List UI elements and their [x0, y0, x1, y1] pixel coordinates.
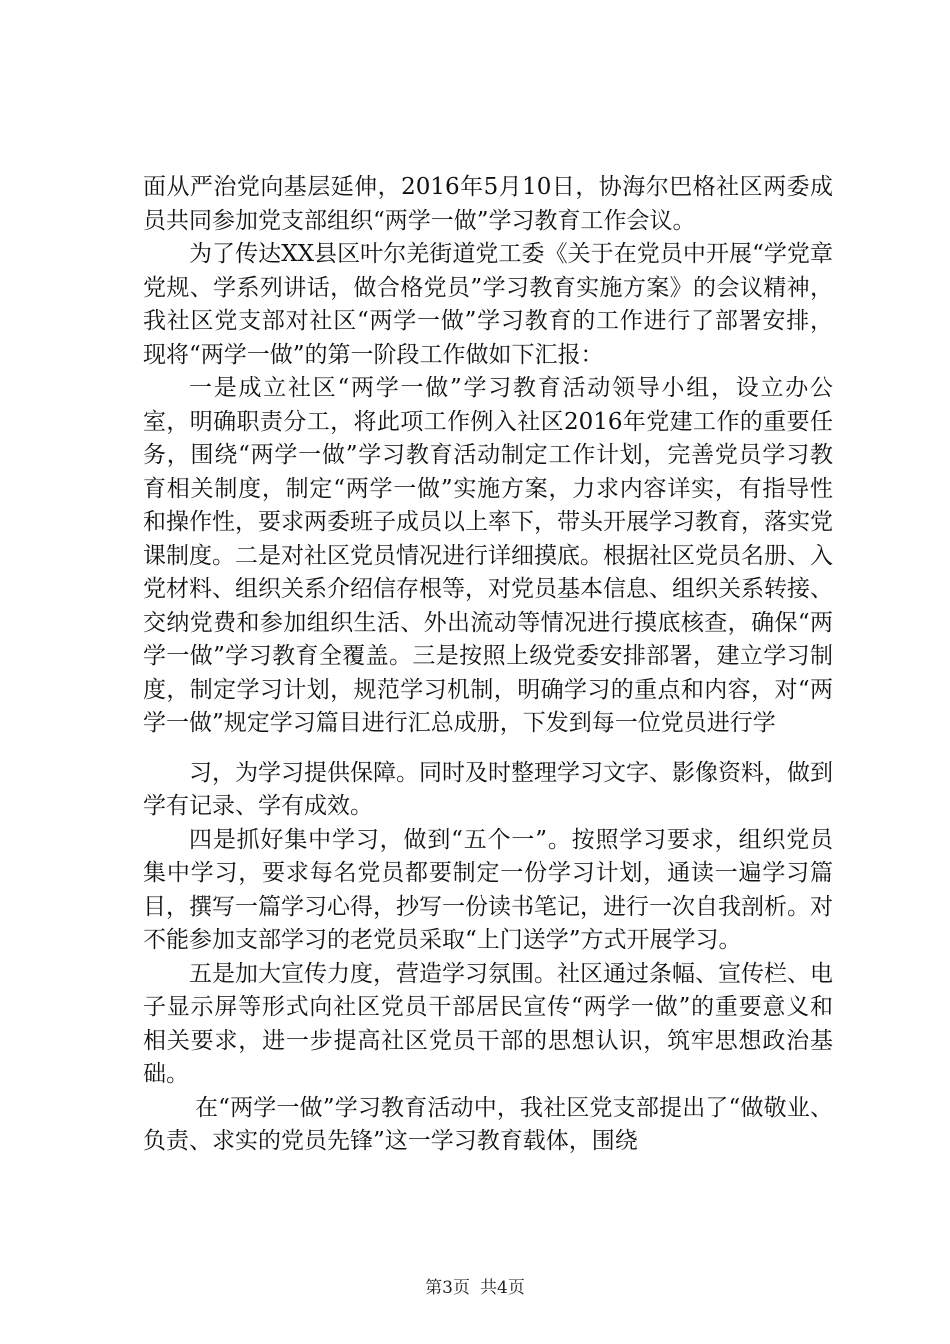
- paragraph-6: 五是加大宣传力度，营造学习氛围。社区通过条幅、宣传栏、电子显示屏等形式向社区党员干部居民宣传“两学一做”的重要意义和相关要求，进一步提高社区党员干部的思想认识，筑牢思想政治基础。: [143, 960, 833, 1087]
- page-footer: [0, 1273, 950, 1298]
- paragraph-gap: [143, 741, 833, 757]
- page-number: 第3页: [425, 1278, 470, 1298]
- paragraph-5: 四是抓好集中学习，做到“五个一”。按照学习要求，组织党员集中学习，要求每名党员都要制定一份学习计划，通读一遍学习篇目，撰写一篇学习心得，抄写一份读书笔记，进行一次自我剖析。对不能参加支部学习的老党员采取“上门送学”方式开展学习。: [143, 826, 833, 953]
- paragraph-7: 在“两学一做”学习教育活动中，我社区党支部提出了“做敬业、负责、求实的党员先锋”这一学习教育载体，围绕: [143, 1094, 833, 1154]
- paragraph-1: 面从严治党向基层延伸，2016年5月10日，协海尔巴格社区两委成员共同参加党支部组织“两学一做”学习教育工作会议。: [143, 174, 833, 234]
- paragraph-4: 习，为学习提供保障。同时及时整理学习文字、影像资料，做到学有记录、学有成效。: [143, 759, 833, 819]
- paragraph-2: 为了传达XX县区叶尔羌街道党工委《关于在党员中开展“学党章党规、学系列讲话，做合格党员”学习教育实施方案》的会议精神，我社区党支部对社区“两学一做”学习教育的工作进行了部署安排，现将“两学一做”的第一阶段工作做如下汇报：: [143, 241, 833, 368]
- paragraph-3: 一是成立社区“两学一做”学习教育活动领导小组，设立办公室，明确职责分工，将此项工作例入社区2016年党建工作的重要任务，围绕“两学一做”学习教育活动制定工作计划，完善党员学习教育相关制度，制定“两学一做”实施方案，力求内容详实，有指导性和操作性，要求两委班子成员以上率下，带头开展学习教育，落实党课制度。二是对社区党员情况进行详细摸底。根据社区党员名册、入党材料、组织关系介绍信存根等，对党员基本信息、组织关系转接、交纳党费和参加组织生活、外出流动等情况进行摸底核查，确保“两学一做”学习教育全覆盖。三是按照上级党委安排部署，建立学习制度，制定学习计划，规范学习机制，明确学习的重点和内容，对“两学一做”规定学习篇目进行汇总成册，下发到每一位党员进行学: [143, 375, 833, 736]
- document-body: [143, 171, 833, 1159]
- page-total: 共4页: [480, 1278, 525, 1298]
